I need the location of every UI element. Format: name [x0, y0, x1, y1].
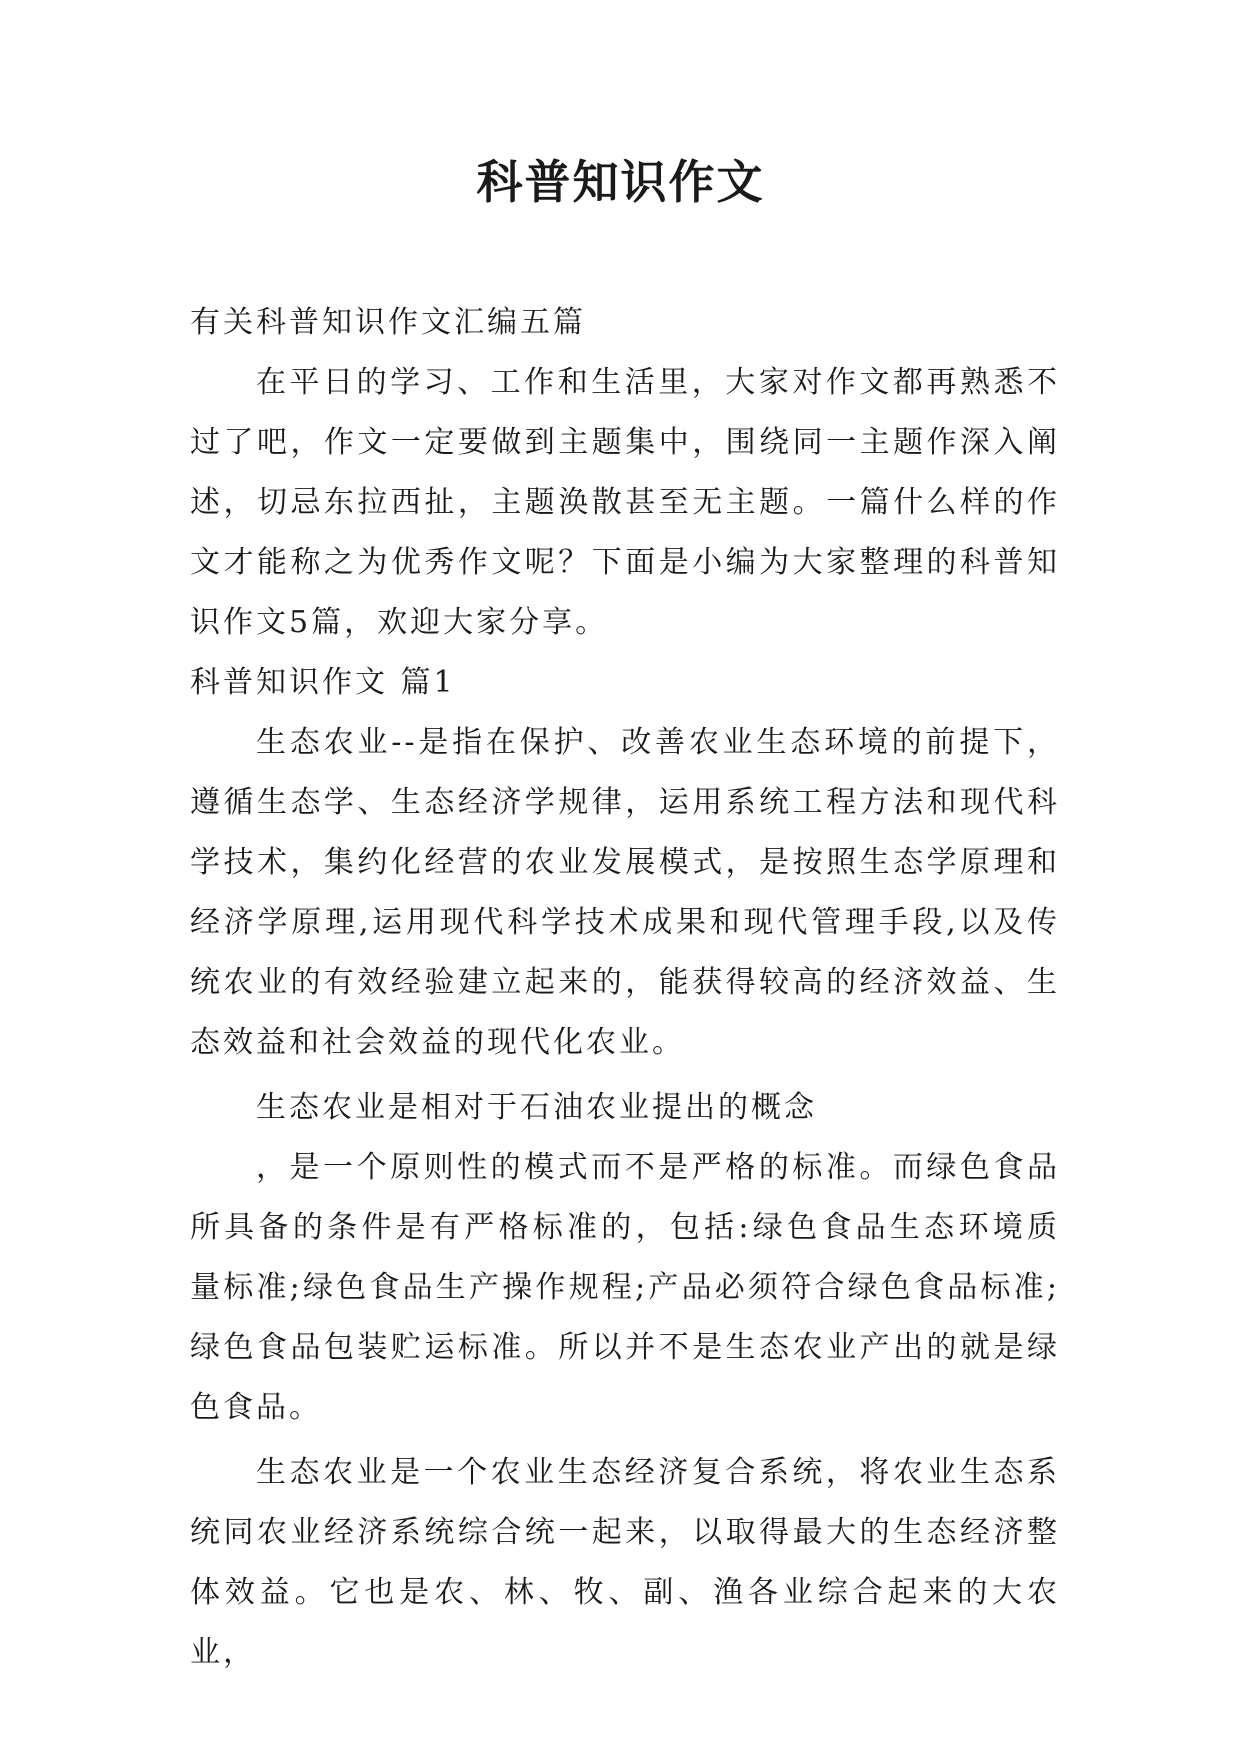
section-heading: 科普知识作文 篇1 — [190, 665, 456, 700]
page-title: 科普知识作文 — [476, 155, 765, 209]
intro-paragraph: 在平日的学习、工作和生活里，大家对作文都再熟悉不过了吧，作文一定要做到主题集中，围绕同一主题作深入阐述，切忌东拉西扯，主题涣散甚至无主题。一篇什么样的作文才能称之为优秀作文呢？下面是小编为大家整理的科普知识作文5篇，欢迎大家分享。 — [190, 365, 1060, 640]
body-paragraph: 生态农业是相对于石油农业提出的概念 — [256, 1090, 817, 1125]
body-paragraph: 生态农业是一个农业生态经济复合系统，将农业生态系统同农业经济系统综合统一起来，以取得最大的生态经济整体效益。它也是农、林、牧、副、渔各业综合起来的大农业， — [190, 1455, 1060, 1670]
body-paragraph: 生态农业--是指在保护、改善农业生态环境的前提下，遵循生态学、生态经济学规律，运用系统工程方法和现代科学技术，集约化经营的农业发展模式，是按照生态学原理和经济学原理,运用现代科学技术成果和现代管理手段,以及传统农业的有效经验建立起来的，能获得较高的经济效益、生态效益和社会效益的现代化农业。 — [190, 725, 1060, 1060]
document-body — [190, 293, 1060, 1683]
document-subtitle: 有关科普知识作文汇编五篇 — [190, 305, 586, 340]
body-paragraph: ，是一个原则性的模式而不是严格的标准。而绿色食品所具备的条件是有严格标准的，包括:绿色食品生态环境质量标准;绿色食品生产操作规程;产品必须符合绿色食品标准;绿色食品包装贮运标准。所以并不是生态农业产出的就是绿色食品。 — [190, 1150, 1060, 1425]
